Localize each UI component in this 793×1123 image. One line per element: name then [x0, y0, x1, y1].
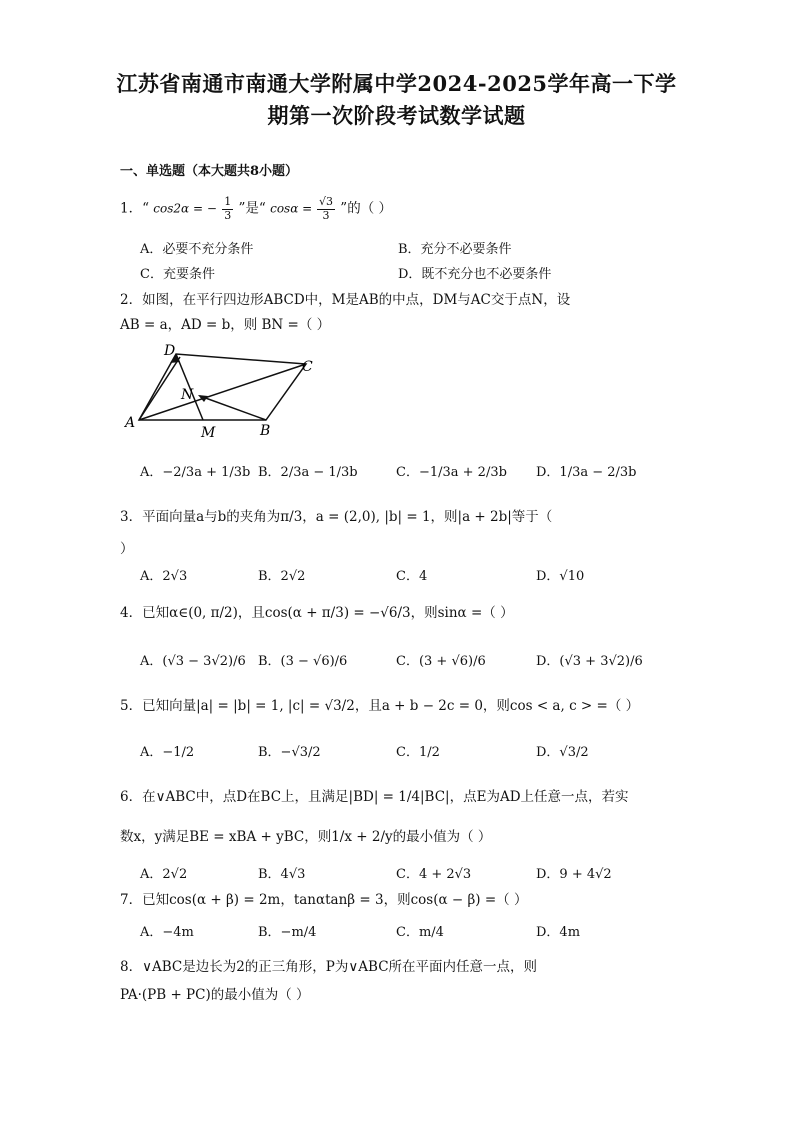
midpoint-label-m: M	[201, 425, 216, 441]
q4-option-c: C．(3 + √6)/6	[396, 654, 486, 669]
question-7-line-1: 7．已知cos(α + β) = 2m，tanαtanβ = 3，则cos(α − β) =（ ）	[120, 892, 528, 908]
q5-option-c: C．1/2	[396, 745, 440, 760]
q3-option-c: C．4	[396, 569, 428, 584]
question-3-line-1: 3．平面向量a与b的夹角为π/3，a = (2,0), |b| = 1，则|a + 2b|等于（	[120, 509, 553, 525]
question-6-line-2: 数x，y满足BE = xBA + yBC，则1/x + 2/y的最小值为（ ）	[120, 829, 492, 845]
question-8-line-1: 8．∨ABC是边长为2的正三角形，P为∨ABC所在平面内任意一点，则	[120, 959, 538, 975]
q3-option-d: D．√10	[536, 569, 585, 584]
q1-stem-e: ”的（ ）	[340, 200, 392, 217]
q1-stem-c: ”是“	[238, 200, 266, 217]
q7-option-b: B．−m/4	[258, 925, 317, 940]
q2-option-c: C．−1/3a + 2/3b	[396, 465, 507, 480]
parallelogram-figure	[120, 342, 330, 442]
q7-option-c: C．m/4	[396, 925, 444, 940]
q1-option-a: A．必要不充分条件	[140, 242, 254, 257]
q2-option-a: A．−2/3a + 1/3b	[140, 465, 251, 480]
question-3-line-2: ）	[120, 541, 134, 557]
q5-option-d: D．√3/2	[536, 745, 589, 760]
q5-option-a: A．−1/2	[140, 745, 195, 760]
title-line-2: 期第一次阶段考试数学试题	[267, 103, 526, 128]
q6-option-b: B．4√3	[258, 867, 306, 882]
q2-option-d: D．1/3a − 2/3b	[536, 465, 637, 480]
q5-option-b: B．−√3/2	[258, 745, 321, 760]
q3-option-a: A．2√3	[140, 569, 188, 584]
question-2-line-2: AB = a，AD = b，则 BN =（ ）	[120, 317, 331, 333]
vertex-label-b: B	[260, 423, 271, 439]
question-8-line-2: PA·(PB + PC)的最小值为（ ）	[120, 987, 310, 1003]
q1-stem-d: cosα =	[270, 201, 316, 216]
q1-fraction-2: $\frac{√3}{3}$	[318, 195, 333, 222]
q6-option-c: C．4 + 2√3	[396, 867, 472, 882]
question-6-line-1: 6．在∨ABC中，点D在BC上，且满足|BD| = 1/4|BC|，点E为AD上任意一点，若实	[120, 789, 629, 805]
q4-option-d: D．(√3 + 3√2)/6	[536, 654, 643, 669]
q7-option-d: D．4m	[536, 925, 581, 940]
q4-option-a: A．(√3 − 3√2)/6	[140, 654, 246, 669]
q6-option-d: D．9 + 4√2	[536, 867, 612, 882]
q1-stem-a: 1．“	[120, 200, 149, 217]
q1-option-c: C．充要条件	[140, 267, 215, 282]
q2-option-b: B．2/3a − 1/3b	[258, 465, 358, 480]
q6-option-a: A．2√2	[140, 867, 188, 882]
q1-option-b: B．充分不必要条件	[398, 242, 512, 257]
section-heading: 一、单选题（本大题共8小题）	[120, 164, 299, 179]
q1-fraction-1: $\frac{1}{3}$	[224, 195, 232, 222]
vertex-label-d: D	[164, 343, 176, 359]
vertex-label-c: C	[302, 359, 313, 375]
q1-stem-b: cos2α = −	[153, 201, 217, 216]
q4-option-b: B．(3 − √6)/6	[258, 654, 348, 669]
q7-option-a: A．−4m	[140, 925, 194, 940]
question-4-line-1: 4．已知α∈(0, π/2)，且cos(α + π/3) = −√6/3，则sinα =（ ）	[120, 605, 514, 621]
q3-option-b: B．2√2	[258, 569, 306, 584]
question-2-line-1: 2．如图，在平行四边形ABCD中，M是AB的中点，DM与AC交于点N，设	[120, 292, 571, 308]
title-line-1: 江苏省南通市南通大学附属中学2024-2025学年高一下学	[116, 71, 677, 96]
question-1	[120, 196, 392, 222]
q1-option-d: D．既不充分也不必要条件	[398, 267, 552, 282]
intersection-label-n: N	[181, 387, 194, 403]
question-5-line-1: 5．已知向量|a| = |b| = 1, |c| = √3/2，且a + b − 2c = 0，则cos < a, c > =（ ）	[120, 698, 640, 714]
vertex-label-a: A	[125, 415, 136, 431]
